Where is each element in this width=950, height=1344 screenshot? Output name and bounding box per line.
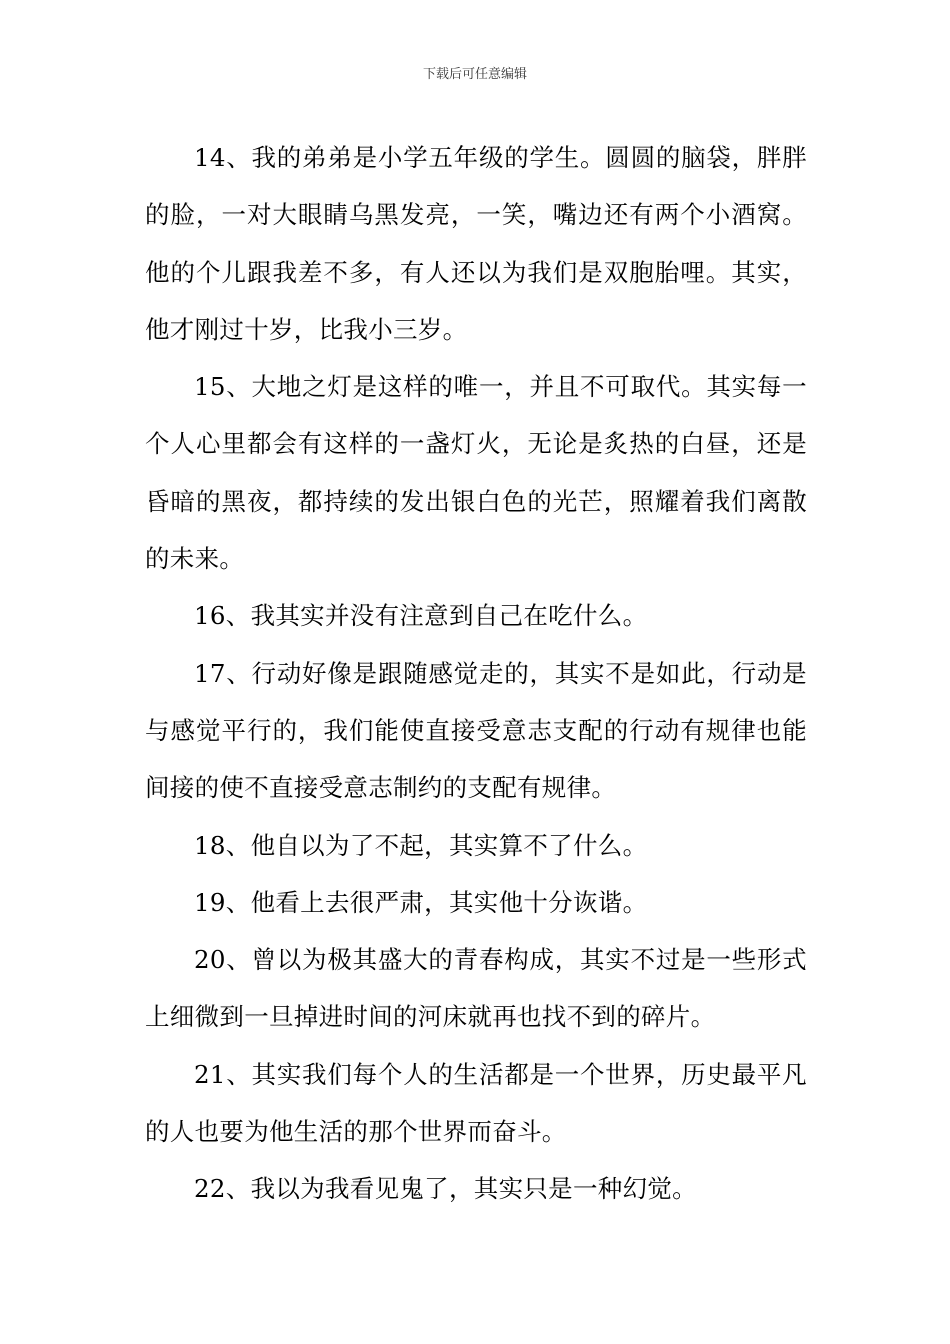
document-body bbox=[145, 129, 807, 1218]
paragraph-19: 19、他看上去很严肃，其实他十分诙谐。 bbox=[194, 887, 648, 917]
paragraph-18: 18、他自以为了不起，其实算不了什么。 bbox=[194, 830, 648, 860]
paragraph-17: 17、行动好像是跟随感觉走的，其实不是如此，行动是与感觉平行的，我们能使直接受意志支配的行动有规律也能间接的使不直接受意志制约的支配有规律。 bbox=[145, 658, 807, 803]
paragraph-21: 21、其实我们每个人的生活都是一个世界，历史最平凡的人也要为他生活的那个世界而奋斗。 bbox=[145, 1059, 807, 1147]
paragraph-15: 15、大地之灯是这样的唯一，并且不可取代。其实每一个人心里都会有这样的一盏灯火，无论是炙热的白昼，还是昏暗的黑夜，都持续的发出银白色的光芒，照耀着我们离散的未来。 bbox=[145, 372, 807, 574]
paragraph-22: 22、我以为我看见鬼了，其实只是一种幻觉。 bbox=[194, 1174, 697, 1204]
paragraph-20: 20、曾以为极其盛大的青春构成，其实不过是一些形式上细微到一旦掉进时间的河床就再也找不到的碎片。 bbox=[145, 945, 807, 1032]
page-header: 下载后可任意编辑 bbox=[422, 67, 527, 82]
paragraph-16: 16、我其实并没有注意到自己在吃什么。 bbox=[194, 601, 648, 631]
paragraph-14: 14、我的弟弟是小学五年级的学生。圆圆的脑袋，胖胖的脸，一对大眼睛乌黑发亮，一笑，嘴边还有两个小酒窝。他的个儿跟我差不多，有人还以为我们是双胞胎哩。其实，他才刚过十岁，比我小三岁。 bbox=[145, 143, 807, 344]
